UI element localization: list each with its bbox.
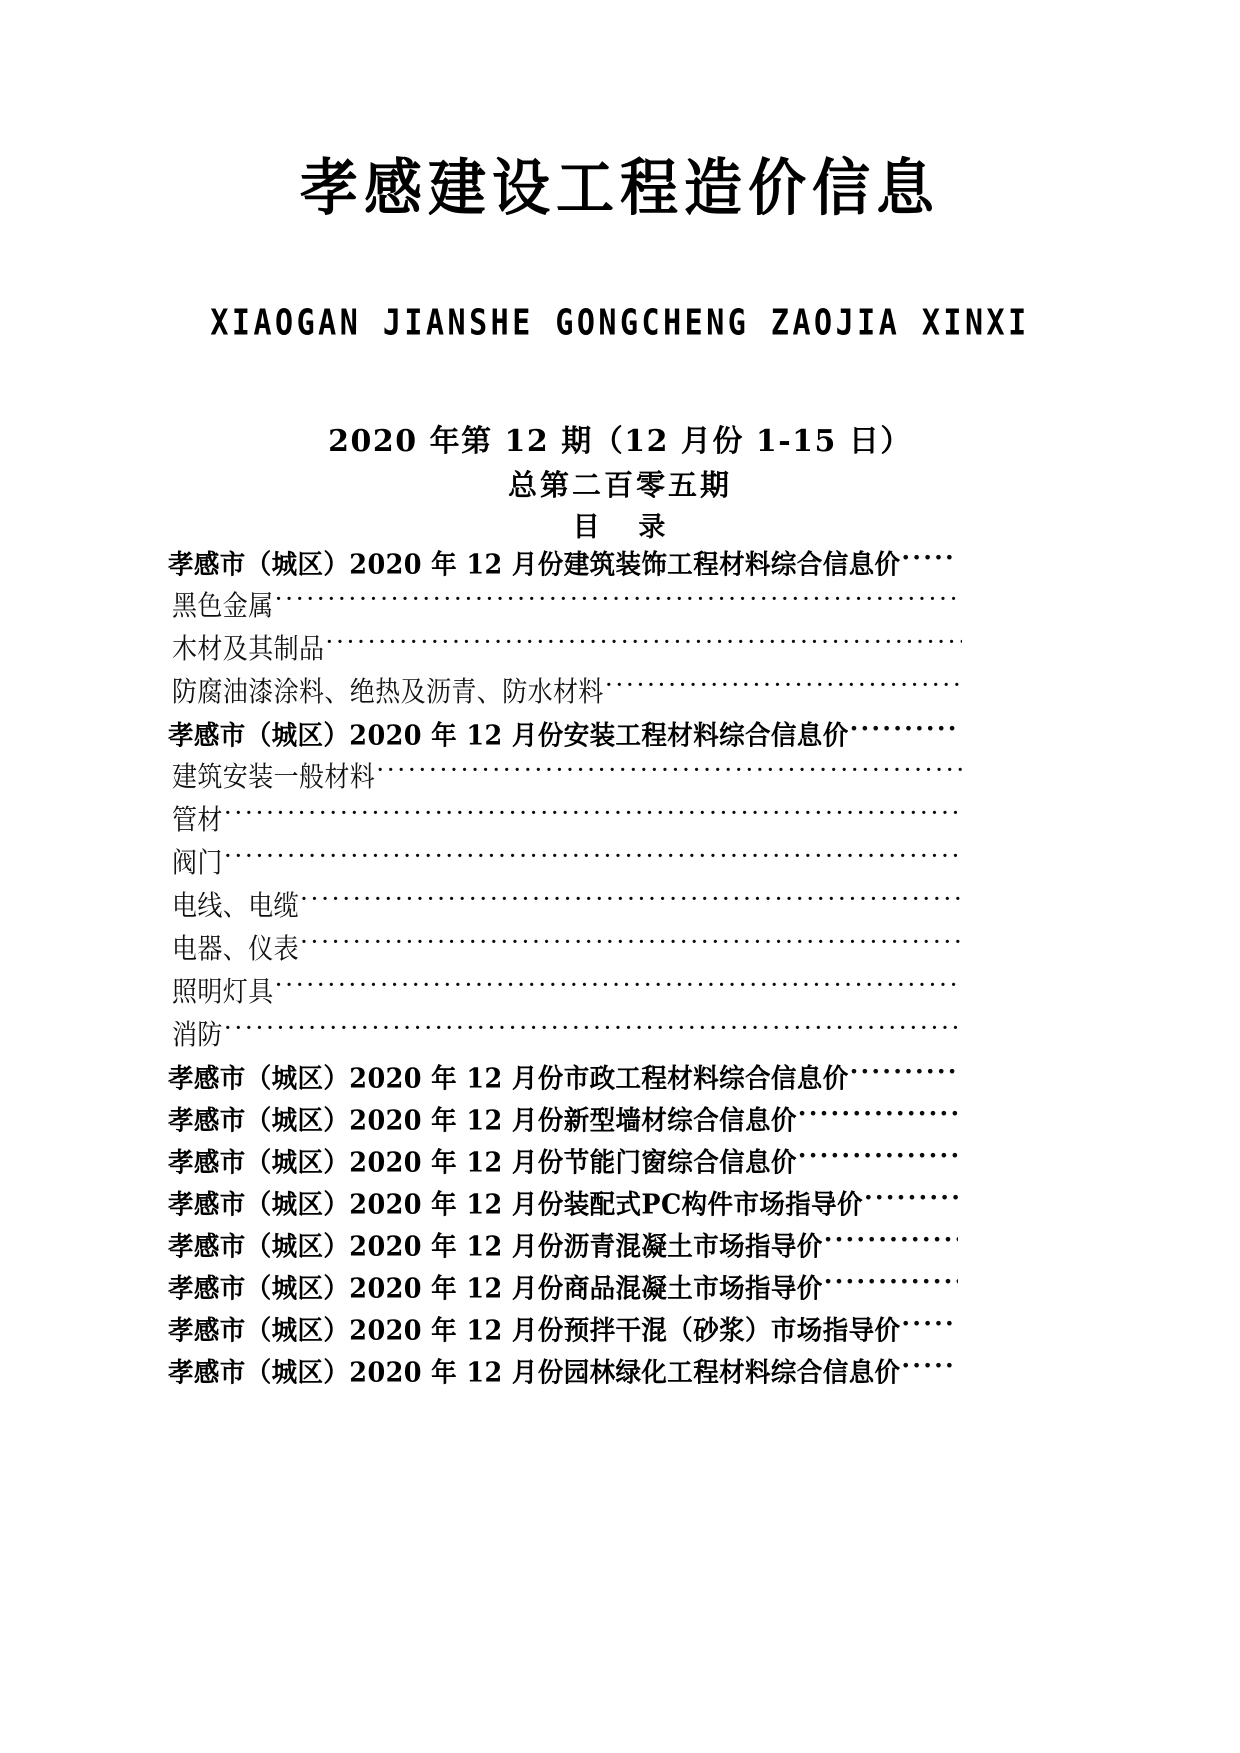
toc-dot-leader bbox=[850, 1061, 958, 1087]
toc-dot-leader bbox=[901, 547, 958, 573]
toc-entry-label: 孝感市（城区）2020 年 12 月份节能门窗综合信息价 bbox=[168, 1146, 797, 1179]
toc-dot-leader bbox=[224, 846, 962, 871]
toc-entry[interactable] bbox=[168, 803, 962, 846]
toc-entry-label: 电线、电缆 bbox=[172, 889, 300, 922]
toc-entry-label: 照明灯具 bbox=[172, 975, 274, 1008]
toc-entry[interactable] bbox=[168, 675, 962, 718]
toc-entry-label: 孝感市（城区）2020 年 12 月份市政工程材料综合信息价 bbox=[168, 1062, 849, 1095]
toc-dot-leader bbox=[798, 1103, 958, 1129]
toc-entry-label: 电器、仪表 bbox=[172, 932, 300, 965]
toc-entry[interactable] bbox=[168, 547, 958, 589]
toc-dot-leader bbox=[824, 1229, 958, 1255]
toc-entry[interactable] bbox=[168, 1355, 958, 1397]
toc-entry[interactable] bbox=[168, 1313, 958, 1355]
toc-dot-leader bbox=[605, 675, 962, 700]
toc-entry-label: 孝感市（城区）2020 年 12 月份装配式PC构件市场指导价 bbox=[168, 1188, 863, 1221]
toc-dot-leader bbox=[864, 1187, 958, 1213]
toc-dot-leader bbox=[300, 932, 962, 957]
toc-entry[interactable] bbox=[168, 889, 962, 932]
publication-title: 孝感建设工程造价信息 bbox=[299, 151, 940, 225]
toc-entry[interactable] bbox=[168, 1061, 958, 1103]
toc-entry[interactable] bbox=[168, 718, 958, 760]
toc-entry-label: 黑色金属 bbox=[172, 589, 274, 622]
toc-entry-label: 孝感市（城区）2020 年 12 月份沥青混凝土市场指导价 bbox=[168, 1230, 823, 1263]
toc-dot-leader bbox=[850, 718, 958, 744]
toc-dot-leader bbox=[901, 1355, 958, 1381]
toc-dot-leader bbox=[798, 1145, 958, 1171]
toc-entry-label: 消防 bbox=[172, 1018, 223, 1051]
toc-entry[interactable] bbox=[168, 632, 962, 675]
toc-entry-label: 管材 bbox=[172, 803, 223, 836]
issue-block bbox=[0, 420, 1240, 548]
toc-heading-char-mu: 目 bbox=[572, 511, 602, 543]
toc-dot-leader bbox=[275, 589, 962, 614]
toc-entry[interactable] bbox=[168, 760, 962, 803]
toc-dot-leader bbox=[901, 1313, 958, 1339]
toc-entry[interactable] bbox=[168, 1229, 958, 1271]
toc-entry[interactable] bbox=[168, 1018, 962, 1061]
table-of-contents bbox=[168, 547, 958, 1397]
masthead bbox=[0, 151, 1240, 225]
toc-entry[interactable] bbox=[168, 932, 962, 975]
toc-entry-label: 孝感市（城区）2020 年 12 月份安装工程材料综合信息价 bbox=[168, 719, 849, 752]
pinyin-subtitle-row bbox=[0, 302, 1240, 345]
toc-entry[interactable] bbox=[168, 1271, 958, 1313]
toc-entry[interactable] bbox=[168, 589, 962, 632]
toc-entry-label: 阀门 bbox=[172, 846, 223, 879]
toc-dot-leader bbox=[325, 632, 962, 657]
pinyin-subtitle: XIAOGAN JIANSHE GONGCHENG ZAOJIA XINXI bbox=[210, 302, 1030, 345]
toc-dot-leader bbox=[376, 760, 962, 785]
toc-dot-leader bbox=[224, 803, 962, 828]
toc-entry[interactable] bbox=[168, 1145, 958, 1187]
toc-entry[interactable] bbox=[168, 846, 962, 889]
toc-heading bbox=[0, 508, 1240, 549]
toc-entry[interactable] bbox=[168, 1103, 958, 1145]
toc-dot-leader bbox=[224, 1018, 962, 1043]
toc-heading-char-lu: 录 bbox=[638, 511, 668, 543]
toc-entry-label: 孝感市（城区）2020 年 12 月份新型墙材综合信息价 bbox=[168, 1104, 797, 1137]
toc-dot-leader bbox=[300, 889, 962, 914]
issue-date-line: 2020 年第 12 期（12 月份 1-15 日） bbox=[328, 424, 912, 459]
toc-entry-label: 防腐油漆涂料、绝热及沥青、防水材料 bbox=[172, 675, 604, 708]
toc-entry-label: 孝感市（城区）2020 年 12 月份园林绿化工程材料综合信息价 bbox=[168, 1356, 901, 1389]
toc-entry-label: 孝感市（城区）2020 年 12 月份预拌干混（砂浆）市场指导价 bbox=[168, 1314, 901, 1347]
toc-entry-label: 孝感市（城区）2020 年 12 月份建筑装饰工程材料综合信息价 bbox=[168, 548, 901, 581]
toc-entry[interactable] bbox=[168, 975, 962, 1018]
toc-entry-label: 建筑安装一般材料 bbox=[172, 760, 376, 793]
toc-dot-leader bbox=[275, 975, 962, 1000]
toc-entry[interactable] bbox=[168, 1187, 958, 1229]
issue-serial-line: 总第二百零五期 bbox=[507, 467, 732, 502]
toc-entry-label: 木材及其制品 bbox=[172, 632, 325, 665]
toc-entry-label: 孝感市（城区）2020 年 12 月份商品混凝土市场指导价 bbox=[168, 1272, 823, 1305]
toc-dot-leader bbox=[824, 1271, 958, 1297]
